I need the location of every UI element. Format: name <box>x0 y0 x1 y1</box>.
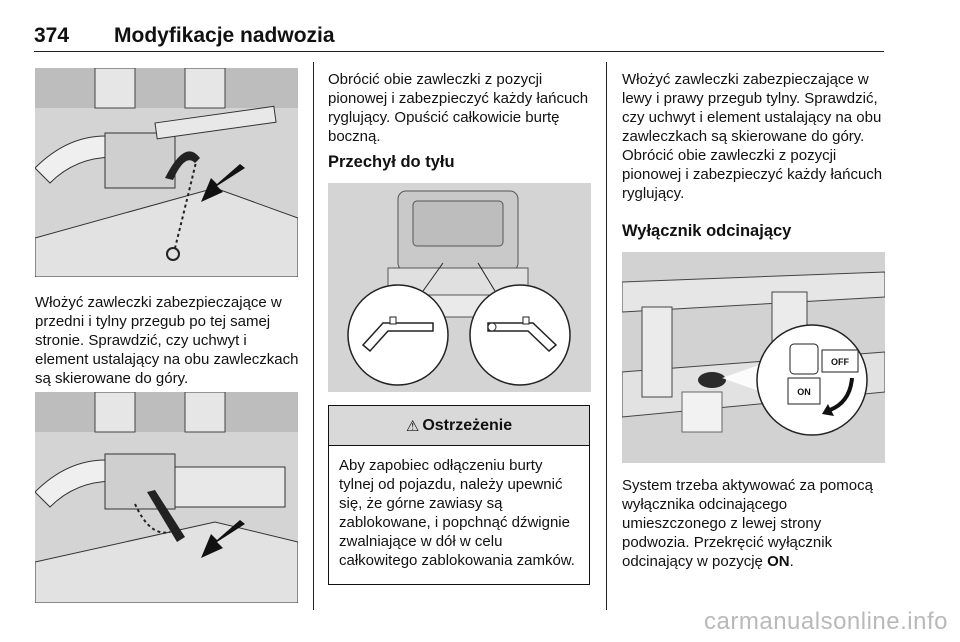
warning-title: Ostrzeżenie <box>422 416 513 434</box>
col3-paragraph-2-text: System trzeba aktywować za pomocą wyłącznika odcinającego umieszczonego z lewej strony podwozia. Przekręcić wyłącznik odcinający w pozycję <box>622 477 873 570</box>
chapter-title: Modyfikacje nadwozia <box>114 24 335 47</box>
figure-rear-tipper <box>328 183 591 392</box>
column-divider-1 <box>313 62 314 610</box>
page-number: 374 <box>34 24 70 47</box>
watermark: carmanualsonline.info <box>704 608 948 635</box>
col1-paragraph-1: Włożyć zawleczki zabezpieczające w przedni i tylny przegub po tej samej stronie. Sprawdzić, czy uchwyt i element ustalający na obu zawleczkach są skierowane do góry. <box>35 294 299 387</box>
heading-przechyl-do-tylu: Przechył do tyłu <box>328 153 455 171</box>
col3-paragraph-2-end: . <box>789 553 794 570</box>
col3-paragraph-2 <box>622 476 892 571</box>
col3-paragraph-1: Włożyć zawleczki zabezpieczające w lewy i prawy przegub tylny. Sprawdzić, czy uchwyt i element ustalający na obu zawleczkach są skierowane do góry. Obrócić obie zawleczki z pozycji pionowej i zabezpieczyć każdy łańcuch ryglujący. <box>622 71 883 202</box>
heading-wylacznik-odcinajacy: Wyłącznik odcinający <box>622 222 792 240</box>
warning-header <box>329 406 589 446</box>
warning-text: Aby zapobiec odłączeniu burty tylnej od pojazdu, należy upewnić się, że górne zawiasy są zablokowane, i popchnąć dźwignie zwalniające w dół w celu całkowitego zablokowania zamków. <box>339 457 575 569</box>
figure-locking-pin-lowered <box>35 392 298 603</box>
figure-locking-pin-chain <box>35 68 298 277</box>
on-position-label: ON <box>767 553 790 570</box>
figure-cutoff-switch <box>622 252 885 463</box>
page-header <box>34 24 335 48</box>
warning-box <box>328 405 590 585</box>
warning-triangle-icon: ⚠ <box>405 417 420 435</box>
col2-paragraph-1: Obrócić obie zawleczki z pozycji pionowej i zabezpieczyć każdy łańcuch ryglujący. Opuścić całkowicie burtę boczną. <box>328 71 589 145</box>
switch-off-label: OFF <box>831 357 849 367</box>
column-divider-2 <box>606 62 607 610</box>
switch-on-label: ON <box>797 387 811 397</box>
header-rule <box>34 51 884 52</box>
